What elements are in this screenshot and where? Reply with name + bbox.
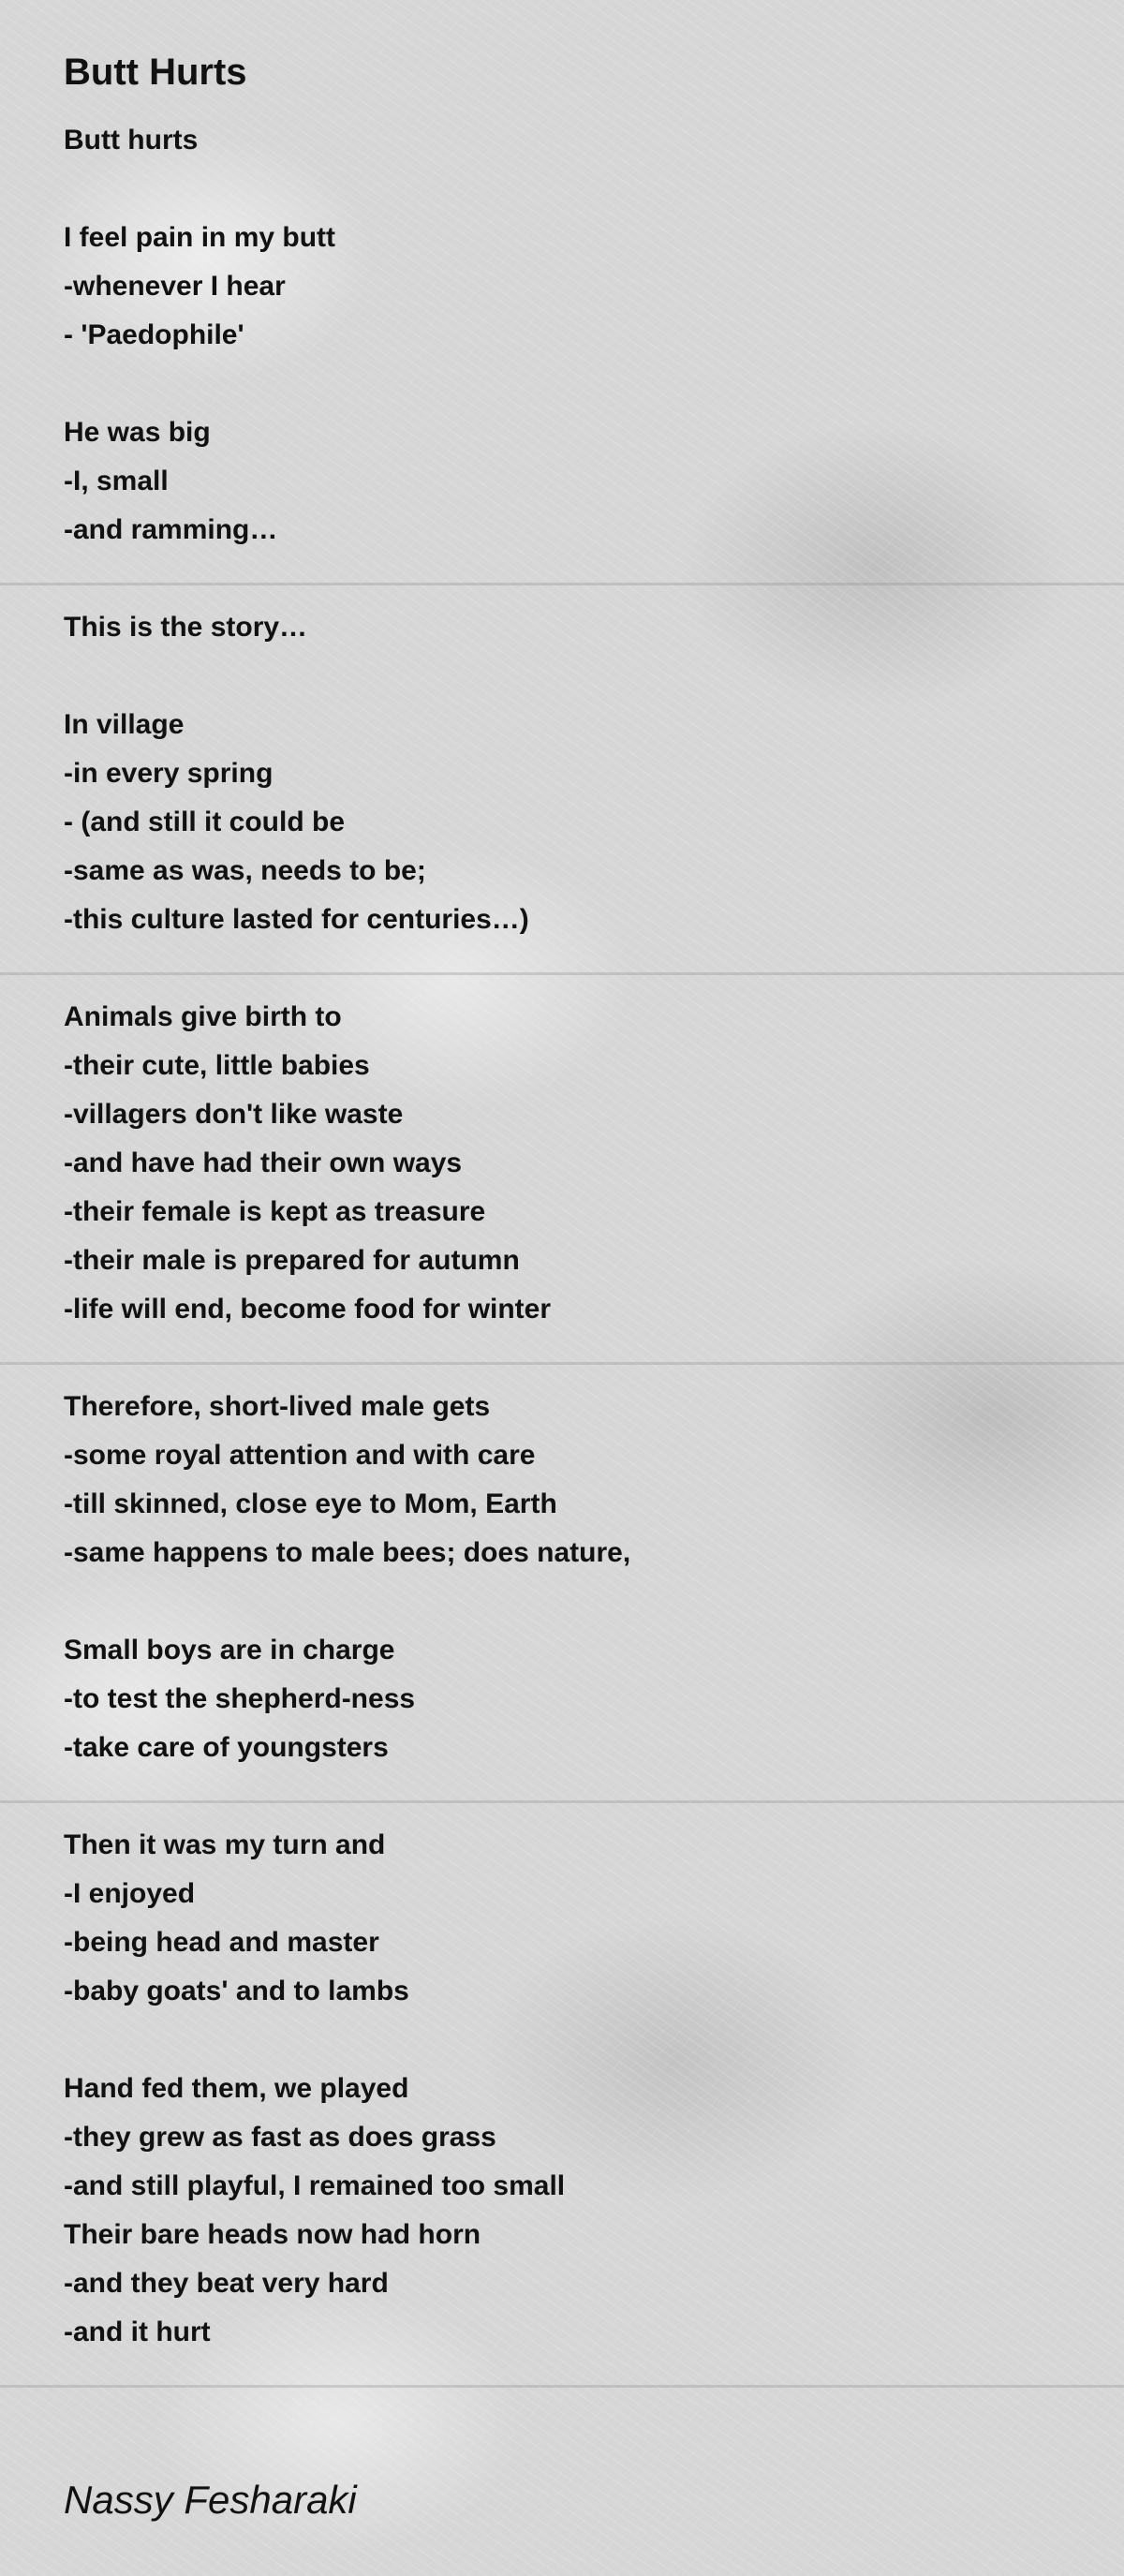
poem-line: -I, small (64, 466, 169, 496)
poem-line: -their female is kept as treasure (64, 1196, 486, 1227)
poem-line: -being head and master (64, 1927, 379, 1958)
poem-line: He was big (64, 417, 211, 448)
poem-line: -to test the shepherd-ness (64, 1683, 416, 1714)
poem-line: Then it was my turn and (64, 1829, 386, 1860)
poem-line: -and have had their own ways (64, 1147, 463, 1178)
poem-line: -some royal attention and with care (64, 1440, 536, 1471)
poem-line: -they grew as fast as does grass (64, 2122, 496, 2153)
poem-line: Hand fed them, we played (64, 2073, 409, 2104)
poem-body (64, 47, 1075, 2357)
stanza-break (64, 652, 1075, 701)
stanza-break (64, 1577, 1075, 1626)
poem-author: Nassy Fesharaki (64, 2478, 357, 2522)
stanza-break (64, 944, 1075, 993)
stanza-break (64, 1772, 1075, 1821)
poem-line: - (and still it could be (64, 807, 345, 837)
poem-lines (64, 116, 1075, 2357)
poem-line: -whenever I hear (64, 271, 286, 302)
poem-line: Therefore, short-lived male gets (64, 1391, 491, 1422)
stanza-break (64, 555, 1075, 603)
poem-line: -their male is prepared for autumn (64, 1245, 520, 1276)
poem-line: Animals give birth to (64, 1001, 342, 1032)
poem-line: Their bare heads now had horn (64, 2219, 481, 2250)
poem-line: -villagers don't like waste (64, 1099, 404, 1130)
poem-line: -their cute, little babies (64, 1050, 370, 1081)
poem-line: Butt hurts (64, 125, 199, 155)
stanza-break (64, 1334, 1075, 1383)
poem-line: -this culture lasted for centuries…) (64, 904, 529, 935)
poem-title: Butt Hurts (64, 52, 247, 93)
poem-line: -baby goats' and to lambs (64, 1976, 409, 2006)
poem-line: Small boys are in charge (64, 1635, 395, 1666)
poem-line: This is the story… (64, 612, 308, 643)
stanza-break (64, 165, 1075, 214)
poem-line: -same as was, needs to be; (64, 855, 426, 886)
poem-line: -life will end, become food for winter (64, 1294, 552, 1325)
poem-line: -same happens to male bees; does nature, (64, 1537, 631, 1568)
poem-line: In village (64, 709, 185, 740)
poem-line: -I enjoyed (64, 1878, 196, 1909)
stanza-break (64, 360, 1075, 408)
poem-line: -take care of youngsters (64, 1732, 389, 1763)
poem-line: I feel pain in my butt (64, 222, 336, 253)
poem-line: -till skinned, close eye to Mom, Earth (64, 1488, 557, 1519)
poem-line: - 'Paedophile' (64, 319, 244, 350)
stanza-break (64, 2016, 1075, 2065)
poem-line: -and still playful, I remained too small (64, 2170, 566, 2201)
background-band-divider (0, 2385, 1124, 2388)
poem-line: -in every spring (64, 758, 274, 789)
poem-line: -and ramming… (64, 514, 278, 545)
poem-line: -and they beat very hard (64, 2268, 389, 2299)
poem-line: -and it hurt (64, 2317, 211, 2347)
